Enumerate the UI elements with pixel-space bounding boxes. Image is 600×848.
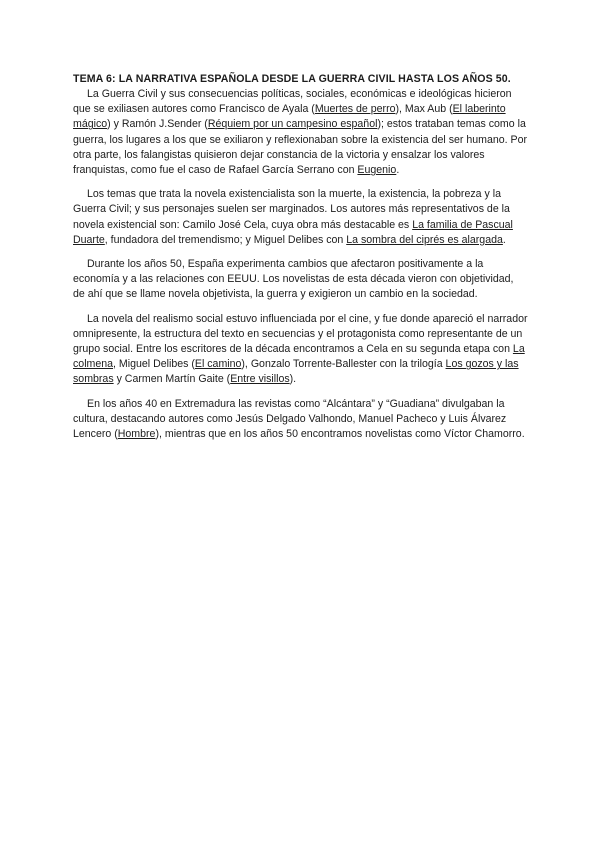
paragraph-text: ), Max Aub ( xyxy=(395,103,453,116)
paragraph-text: ) y Ramón J.Sender ( xyxy=(107,118,208,131)
work-title: Los gozos y las sombras xyxy=(73,358,519,386)
paragraph-text: . xyxy=(502,233,506,246)
work-title: La familia de Pascual Duarte xyxy=(73,218,513,246)
work-title: Muertes de perro xyxy=(314,103,396,116)
paragraph-text: La Guerra Civil y sus consecuencias políticas, sociales, económicas e ideológicas hicieron que se exiliasen autores como Francisco de Ayala ( xyxy=(73,88,512,116)
paragraph-text: . xyxy=(396,164,400,177)
paragraph-text: y Carmen Martín Gaite ( xyxy=(113,373,231,386)
paragraph xyxy=(73,257,528,303)
document-title: TEMA 6: LA NARRATIVA ESPAÑOLA DESDE LA GUERRA CIVIL HASTA LOS AÑOS 50. xyxy=(73,73,511,85)
paragraphs xyxy=(73,87,528,442)
paragraph-text: En los años 40 en Extremadura las revistas como “Alcántara” y “Guadiana” divulgaban la cultura, destacando autores como Jesús Delgado Valhondo, Manuel Pacheco y Luis Álvarez Lencero ( xyxy=(73,397,507,441)
paragraph-text: ); estos trataban temas como la guerra, los lugares a los que se exiliaron y reflexionaban sobre la existencia del ser humano. Por otra parte, los falangistas quisieron dejar constancia de la victoria y ensalzar los valores franquistas, como fue el caso de Rafael García Serrano con xyxy=(73,118,528,177)
work-title: La colmena xyxy=(73,343,525,371)
paragraph-text: , Miguel Delibes ( xyxy=(113,358,195,371)
paragraph-text: La novela del realismo social estuvo influenciada por el cine, y fue donde apareció el narrador omnipresente, la estructura del texto en secuencias y el protagonista como representante de un grupo social. Entre los escritores de la década encontramos a Cela en su segunda etapa con xyxy=(73,312,528,356)
paragraph xyxy=(73,312,528,388)
paragraph xyxy=(73,397,528,443)
paragraph-text: ), Gonzalo Torrente-Ballester con la trilogía xyxy=(241,358,446,371)
paragraph-text: Los temas que trata la novela existencialista son la muerte, la existencia, la pobreza y la Guerra Civil; y sus personajes suelen ser marginados. Los autores más representativos de la novela existencial son: Camilo José Cela, cuya obra más destacable es xyxy=(73,188,510,231)
paragraph-text: ). xyxy=(289,373,297,386)
document-body xyxy=(73,72,528,451)
paragraph-text: ), mientras que en los años 50 encontramos novelistas como Víctor Chamorro. xyxy=(155,428,525,441)
work-title: Hombre xyxy=(117,428,156,441)
work-title: Réquiem por un campesino español xyxy=(207,118,378,131)
work-title: Entre visillos xyxy=(230,373,290,386)
paragraph-text: , fundadora del tremendismo; y Miguel Delibes con xyxy=(104,233,347,246)
work-title: La sombra del ciprés es alargada xyxy=(346,233,503,246)
paragraph xyxy=(73,87,528,178)
work-title: Eugenio xyxy=(357,164,397,177)
work-title: El laberinto mágico xyxy=(73,103,506,131)
paragraph-text: Durante los años 50, España experimenta cambios que afectaron positivamente a la economía y a las relaciones con EEUU. Los novelistas de esta década vieron con objetividad, de ahí que se llame novela objetivista, la guerra y exigieron un cambio en la sociedad. xyxy=(73,258,514,301)
paragraph xyxy=(73,187,528,248)
work-title: El camino xyxy=(194,358,242,371)
